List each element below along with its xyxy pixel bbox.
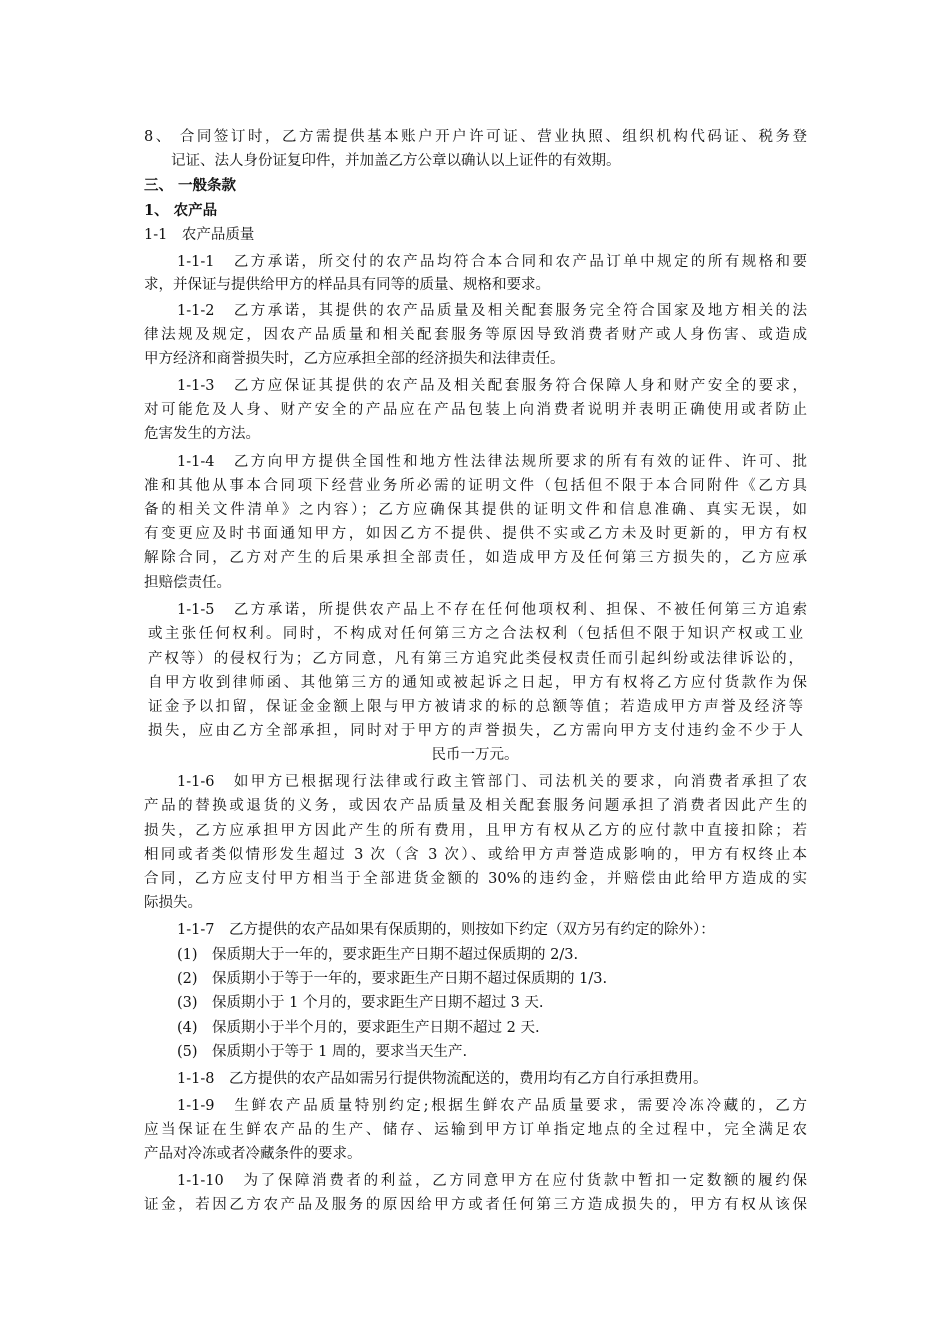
text-line: 应当保证在生鲜农产品的生产、储存、运输到甲方订单指定地点的全过程中，完全满足农 — [144, 1122, 807, 1138]
text-line: 准和其他从事本合同项下经营业务所必需的证明文件（包括但不限于本合同附件《乙方具 — [144, 478, 807, 494]
text-line: 相同或者类似情形发生超过 3 次（含 3 次）、或给甲方声誉造成影响的，甲方有权终止本 — [144, 847, 807, 863]
text-line: (3) 保质期小于 1 个月的，要求距生产日期不超过 3 天. — [177, 995, 544, 1011]
text-line: 三、 一般条款 — [144, 177, 237, 194]
text-line: 甲方经济和商誉损失时，乙方应承担全部的经济损失和法律责任。 — [144, 351, 565, 367]
text-line: 证金，若因乙方农产品及服务的原因给甲方或者任何第三方造成损失的，甲方有权从该保 — [144, 1197, 807, 1213]
text-line: 对可能危及人身、财产安全的产品应在产品包装上向消费者说明并表明正确使用或者防止 — [144, 402, 807, 418]
text-line: 1-1-3 乙方应保证其提供的农产品及相关配套服务符合保障人身和财产安全的要求， — [177, 378, 807, 394]
text-line: 产品对冷冻或者冷藏条件的要求。 — [144, 1146, 362, 1162]
text-line: 1-1-7 乙方提供的农产品如果有保质期的，则按如下约定（双方另有约定的除外）： — [177, 922, 715, 938]
text-line: 解除合同，乙方对产生的后果承担全部责任，如造成甲方及任何第三方损失的，乙方应承 — [144, 550, 807, 566]
text-line: 1、 农产品 — [144, 202, 218, 219]
text-line: 危害发生的方法。 — [144, 426, 260, 442]
text-line: 8、 合同签订时，乙方需提供基本账户开户许可证、营业执照、组织机构代码证、税务登 — [144, 129, 807, 145]
text-line: 律法规及规定，因农产品质量和相关配套服务等原因导致消费者财产或人身伤害、或造成 — [144, 327, 807, 343]
text-line: 1-1-9 生鲜农产品质量特别约定;根据生鲜农产品质量要求，需要冷冻冷藏的，乙方 — [177, 1098, 807, 1114]
text-line: (4) 保质期小于半个月的，要求距生产日期不超过 2 天. — [177, 1020, 540, 1036]
text-line: 求，并保证与提供给甲方的样品具有同等的质量、规格和要求。 — [144, 277, 550, 293]
text-line: 1-1-8 乙方提供的农产品如需另行提供物流配送的，费用均有乙方自行承担费用。 — [177, 1071, 708, 1087]
text-line: 1-1-10 为了保障消费者的利益，乙方同意甲方在应付货款中暂扣一定数额的履约保 — [177, 1173, 807, 1189]
text-line: 1-1-2 乙方承诺，其提供的农产品质量及相关配套服务完全符合国家及地方相关的法 — [177, 303, 807, 319]
text-line: 证金予以扣留，保证金金额上限与甲方被请求的标的总额等值；若造成甲方声誉及经济等 — [148, 699, 803, 715]
text-line: (2) 保质期小于等于一年的，要求距生产日期不超过保质期的 1/3. — [177, 971, 608, 987]
text-line: 自甲方收到律师函、其他第三方的通知或被起诉之日起，甲方有权将乙方应付货款作为保 — [148, 675, 807, 691]
text-line: (5) 保质期小于等于 1 周的，要求当天生产. — [177, 1044, 468, 1060]
text-line: 有变更应及时书面通知甲方，如因乙方不提供、提供不实或乙方未及时更新的，甲方有权 — [144, 526, 807, 542]
text-line: 产权等）的侵权行为；乙方同意，凡有第三方追究此类侵权责任而引起纠纷或法律诉讼的， — [148, 651, 803, 667]
text-line: 记证、法人身份证复印件，并加盖乙方公章以确认以上证件的有效期。 — [171, 153, 621, 169]
text-line: 损失，应由乙方全部承担，同时对于甲方的声誉损失，乙方需向甲方支付违约金不少于人 — [148, 723, 803, 739]
text-line: (1) 保质期大于一年的，要求距生产日期不超过保质期的 2/3. — [177, 947, 579, 963]
text-line: 或主张任何权利。同时，不构成对任何第三方之合法权利（包括但不限于知识产权或工业 — [148, 626, 803, 642]
text-line: 1-1-4 乙方向甲方提供全国性和地方性法律法规所要求的所有有效的证件、许可、批 — [177, 454, 807, 470]
text-line: 产品的替换或退货的义务，或因农产品质量及相关配套服务问题承担了消费者因此产生的 — [144, 798, 807, 814]
text-line: 民币一万元。 — [431, 747, 519, 763]
text-line: 1-1 农产品质量 — [144, 227, 255, 243]
text-line: 际损失。 — [144, 895, 202, 911]
text-line: 担赔偿责任。 — [144, 575, 231, 591]
text-line: 1-1-5 乙方承诺，所提供农产品上不存在任何他项权利、担保、不被任何第三方追索 — [177, 602, 807, 618]
text-line: 1-1-1 乙方承诺，所交付的农产品均符合本合同和农产品订单中规定的所有规格和要 — [177, 254, 807, 270]
text-line: 备的相关文件清单》之内容）；乙方应确保其提供的证明文件和信息准确、真实无误，如 — [144, 502, 807, 518]
text-line: 1-1-6 如甲方已根据现行法律或行政主管部门、司法机关的要求，向消费者承担了农 — [177, 774, 807, 790]
text-line: 损失，乙方应承担甲方因此产生的所有费用，且甲方有权从乙方的应付款中直接扣除；若 — [144, 823, 807, 839]
text-line: 合同，乙方应支付甲方相当于全部进货金额的 30%的违约金，并赔偿由此给甲方造成的实 — [144, 871, 807, 887]
